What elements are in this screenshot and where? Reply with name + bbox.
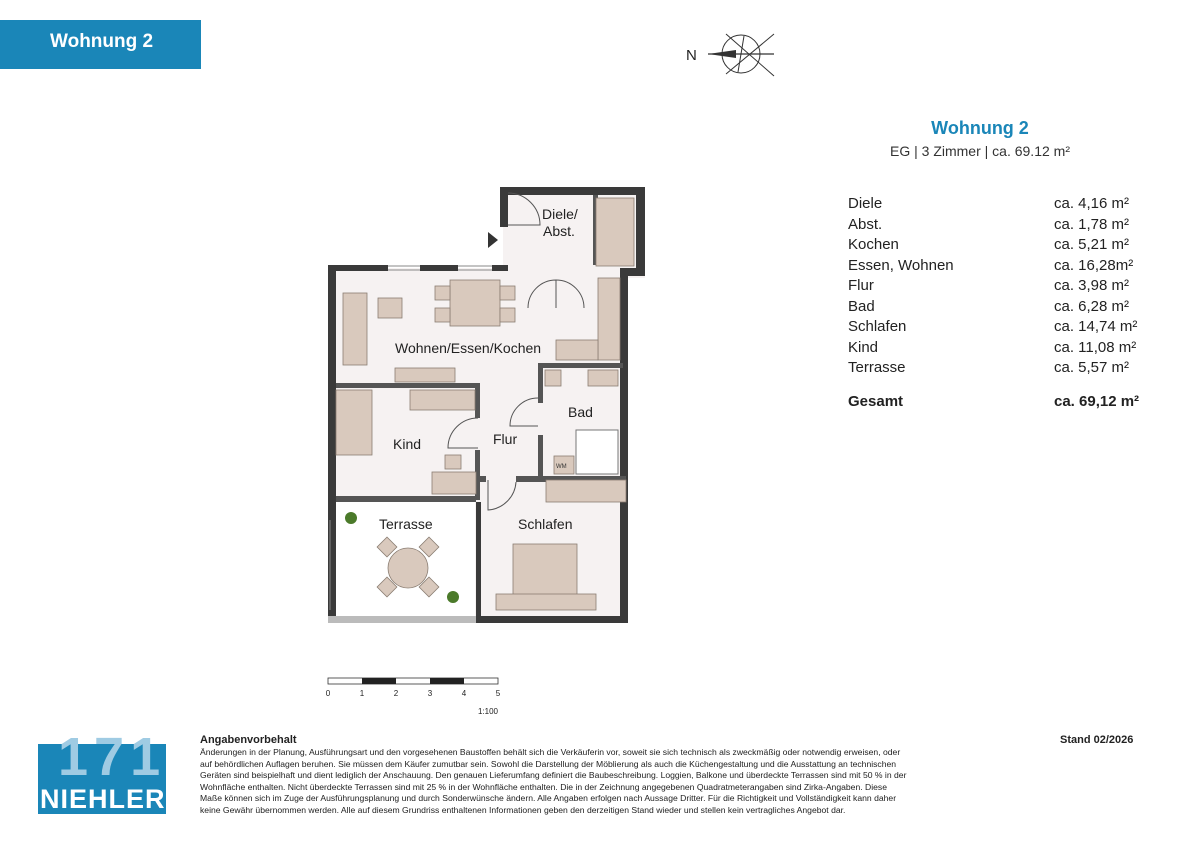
room-area: ca. 3,98 m²	[1054, 277, 1130, 294]
room-area: ca. 5,57 m²	[1054, 359, 1130, 376]
room-name: Abst.	[848, 215, 883, 233]
kind-label: Kind	[393, 436, 422, 452]
room-row	[848, 256, 1148, 277]
room-name: Bad	[848, 297, 875, 315]
room-name: Flur	[848, 277, 874, 294]
room-area-table	[848, 194, 1148, 412]
stand-date: Stand 02/2026	[1060, 734, 1134, 746]
room-name: Essen, Wohnen	[848, 256, 954, 274]
diele-label: Diele/	[542, 206, 578, 222]
terrasse-label: Terrasse	[379, 516, 433, 532]
room-area: ca. 5,21 m²	[1054, 236, 1130, 253]
scale-tick: 3	[427, 689, 433, 698]
logo-name: NIEHLER	[40, 784, 166, 814]
apartment-tag: Wohnung 2	[0, 20, 201, 69]
room-area: ca. 1,78 m²	[1054, 215, 1130, 233]
north-arrow-icon	[686, 26, 786, 82]
logo	[38, 727, 168, 814]
scale-tick: 0	[325, 689, 331, 698]
room-name: Terrasse	[848, 359, 906, 376]
room-row	[848, 194, 1148, 215]
total-name: Gesamt	[848, 392, 904, 410]
scale-tick: 2	[393, 689, 399, 698]
room-row	[848, 215, 1148, 236]
room-name: Kind	[848, 338, 879, 356]
room-area: ca. 11,08 m²	[1054, 338, 1137, 356]
wohnen-label: Wohnen/Essen/Kochen	[395, 340, 542, 356]
scale-bar	[320, 672, 520, 722]
room-area: ca. 14,74 m²	[1054, 318, 1138, 335]
scale-tick: 4	[461, 689, 467, 698]
room-name: Diele	[848, 195, 883, 212]
bad-label: Bad	[568, 404, 593, 420]
scale-tick: 1	[359, 689, 365, 698]
room-row	[848, 276, 1148, 297]
disclaimer-title: Angabenvorbehalt	[200, 734, 297, 746]
room-name: Kochen	[848, 236, 899, 253]
room-name: Schlafen	[848, 318, 907, 335]
room-row	[848, 235, 1148, 256]
info-subtitle: EG | 3 Zimmer | ca. 69.12 m²	[890, 143, 1070, 159]
total-row	[848, 392, 1148, 413]
logo-number: 171	[58, 727, 167, 787]
room-row	[848, 317, 1148, 338]
entrance-arrow-icon	[488, 232, 498, 248]
scale-ratio: 1:100	[477, 707, 499, 716]
wm-label: WM	[556, 464, 567, 470]
room-area: ca. 16,28m²	[1054, 256, 1134, 274]
room-row	[848, 358, 1148, 379]
room-area: ca. 4,16 m²	[1054, 195, 1130, 212]
floor-plan-drawing	[310, 180, 650, 635]
room-row	[848, 338, 1148, 359]
disclaimer-text: Änderungen in der Planung, Ausführungsart und den vorgesehenen Baustoffen behält sich die Verkäuferin vor, soweit sie sich technisch als zweckmäßig oder notwendig erweisen, oder auf behördlichen Auflagen beruhen. Sie müssen dem Käufer zumutbar sein. Sowohl die Darstellung der Möblierung als auch die Küchengestaltung und die Ausstattung an technischen Geräten sind beispielhaft und dient lediglich der Anschauung. Den genauen Lieferumfang definiert die Baubeschreibung. Loggien, Balkone und überdeckte Terrassen sind mit 50 % in der Wohnfläche enthalten. Nicht überdeckte Terrassen sind mit 25 % in der Wohnfläche enthalten. Die in der Zeichnung angegebenen Quadratmeterangaben sind Zirka-Angaben. Diese Maße können sich im Zuge der Ausführungsplanung und durch Sonderwünsche ändern. Alle Angaben erfolgen nach Aussage Dritter. Für die Richtigkeit und Vollständigkeit kann daher keine Gewähr übernommen werden. Alle auf diesem Grundriss enthaltenen Informationen geben den derzeitigen Stand wieder und stellen kein vertragliches Angebot dar.	[200, 747, 907, 815]
abst-label: Abst.	[543, 223, 575, 239]
flur-label: Flur	[493, 431, 518, 447]
total-area: ca. 69,12 m²	[1054, 392, 1140, 410]
info-title: Wohnung 2	[931, 118, 1029, 138]
schlafen-label: Schlafen	[518, 516, 573, 532]
room-area: ca. 6,28 m²	[1054, 297, 1130, 315]
room-row	[848, 297, 1148, 318]
floor-plan	[310, 180, 650, 635]
scale-tick: 5	[495, 689, 501, 698]
north-label: N	[686, 47, 697, 64]
